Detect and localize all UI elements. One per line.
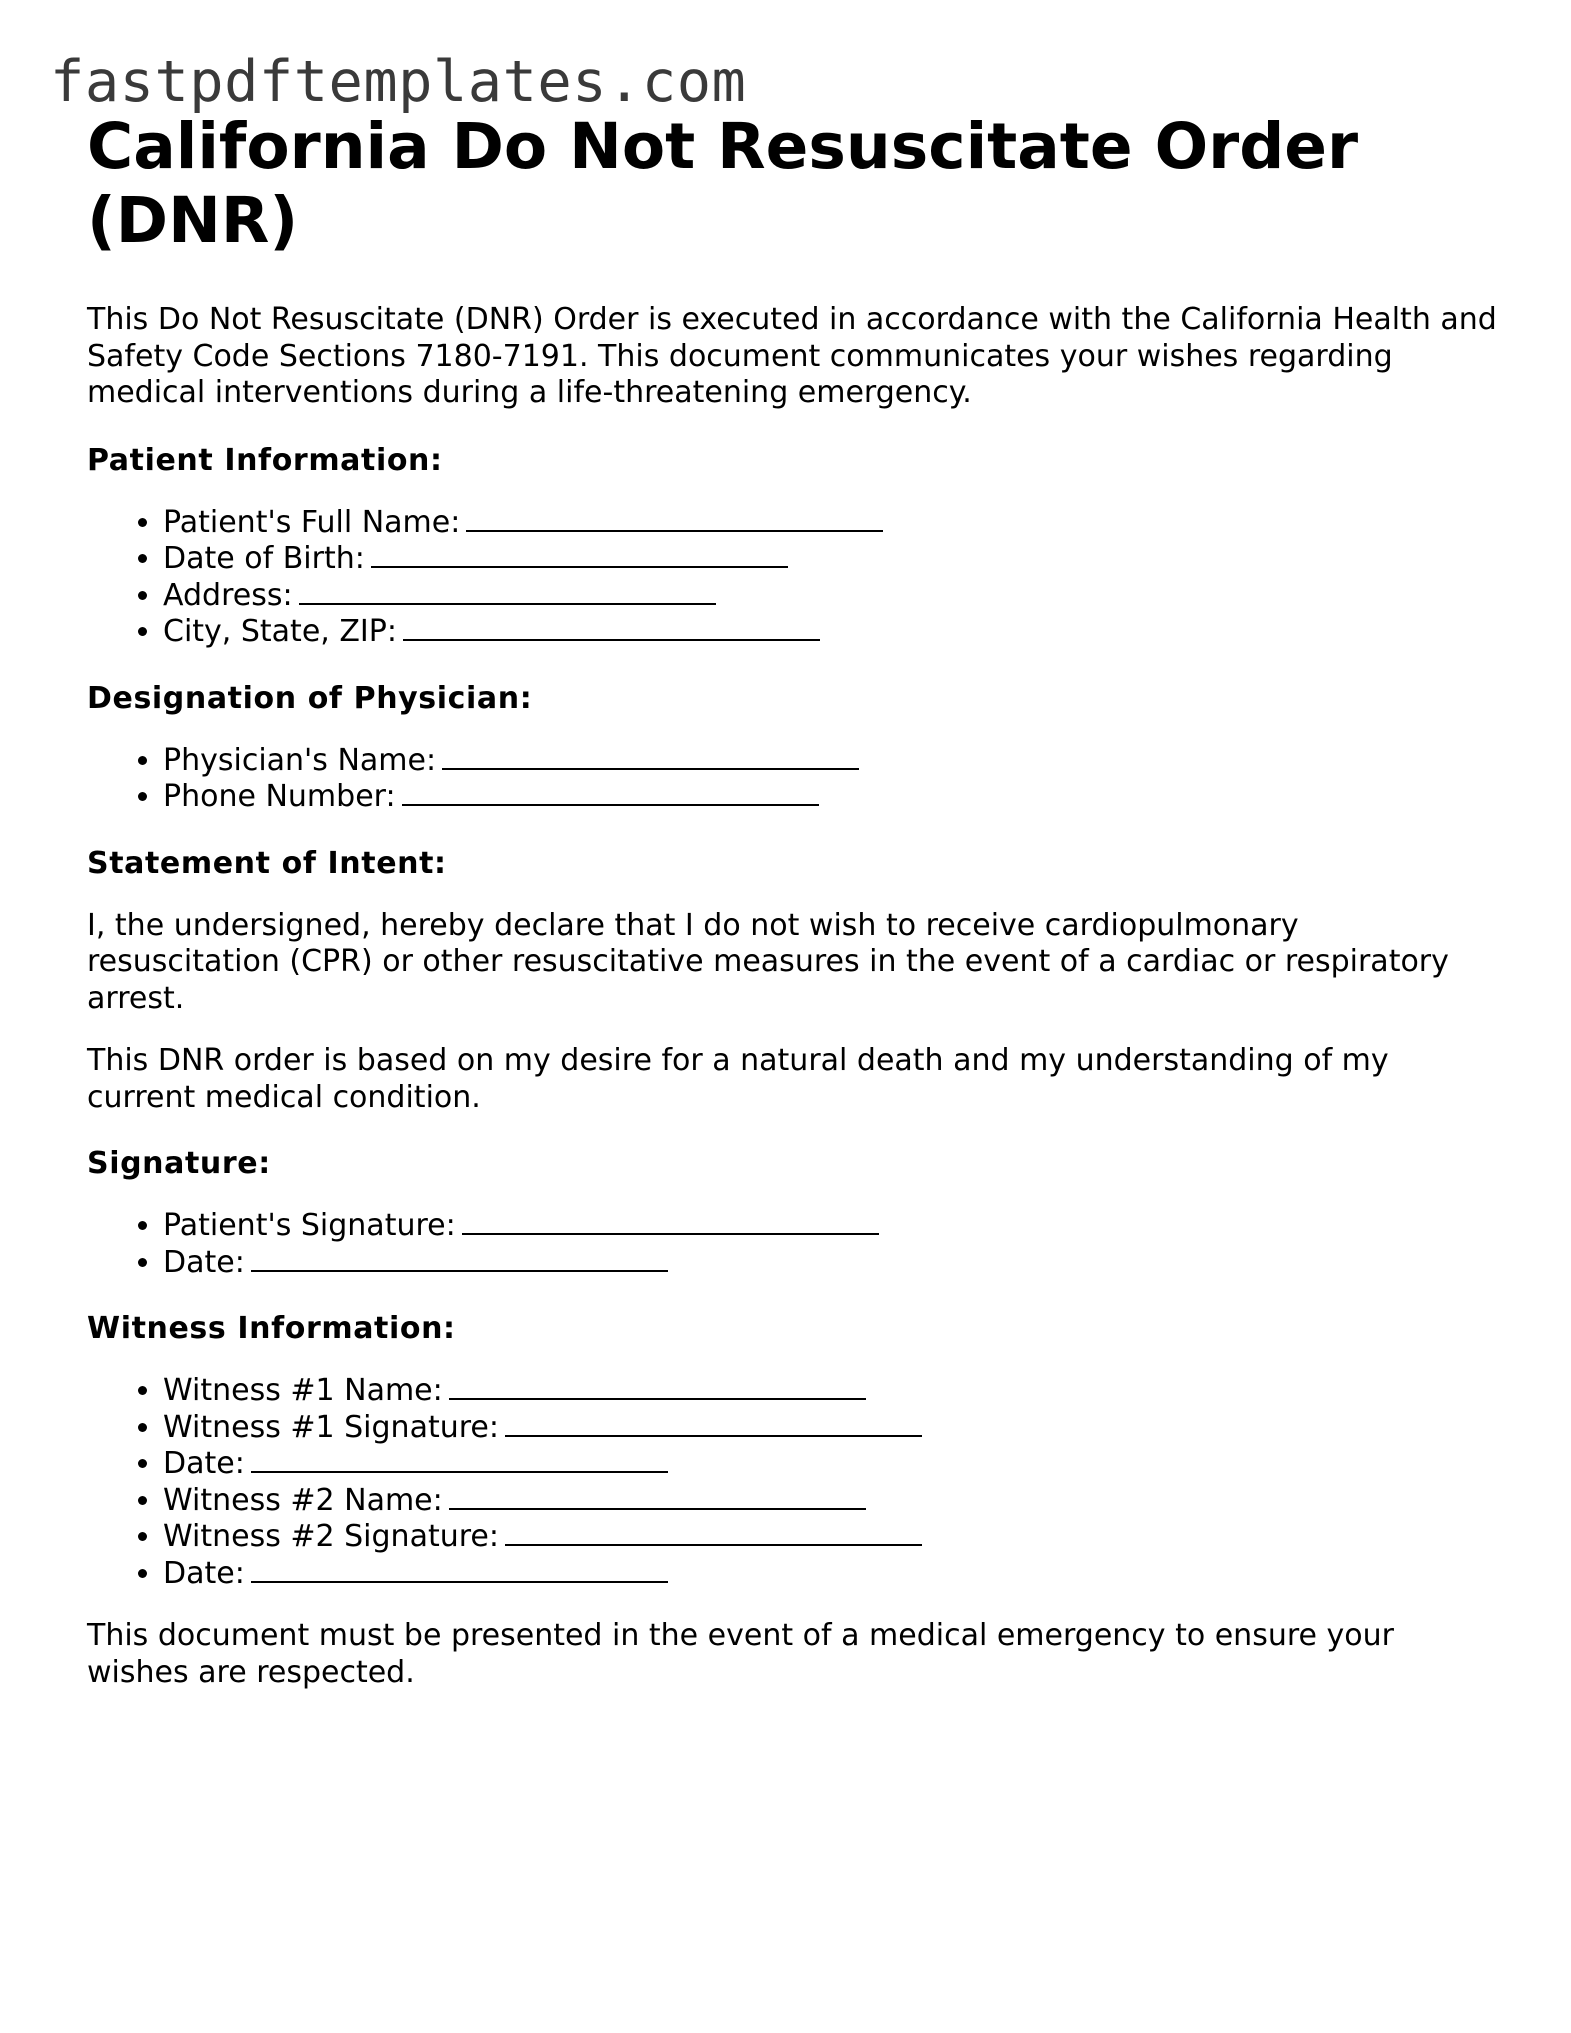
fill-in-blank — [251, 1447, 668, 1473]
list-item — [163, 541, 1497, 578]
fill-in-blank — [402, 780, 819, 806]
fill-in-blank — [442, 744, 859, 770]
statement-paragraph-2: This DNR order is based on my desire for a natural death and my understanding of my current medical condition. — [87, 1043, 1389, 1115]
field-label: City, State, ZIP: — [163, 614, 397, 649]
list-item — [163, 1446, 1497, 1483]
field-label: Witness #2 Signature: — [163, 1519, 499, 1554]
signature-list — [87, 1208, 1497, 1281]
fill-in-blank — [251, 1246, 668, 1272]
field-label: Witness #1 Name: — [163, 1373, 443, 1408]
list-item — [163, 1373, 1497, 1410]
patient-info-heading: Patient Information: — [87, 442, 443, 478]
list-item — [163, 614, 1497, 651]
list-item — [163, 779, 1497, 816]
field-label: Date: — [163, 1446, 245, 1481]
document-page — [87, 110, 1497, 1691]
field-label: Witness #2 Name: — [163, 1482, 443, 1518]
field-label: Date: — [163, 1555, 245, 1591]
intro-paragraph: This Do Not Resuscitate (DNR) Order is executed in accordance with the California Health and Safety Code Sections 7180-7191. This document communicates your wishes regarding medical interventions during a life-threatening emergency. — [87, 302, 1497, 410]
witness-heading: Witness Information: — [87, 1311, 456, 1346]
fill-in-blank — [403, 615, 820, 641]
field-label: Phone Number: — [163, 779, 396, 814]
field-label: Patient's Signature: — [163, 1208, 456, 1243]
signature-heading: Signature: — [87, 1146, 271, 1181]
list-item — [163, 1245, 1497, 1282]
patient-info-list — [87, 505, 1497, 651]
list-item — [163, 505, 1497, 542]
field-label: Physician's Name: — [163, 742, 437, 778]
physician-list — [87, 743, 1497, 816]
closing-paragraph: This document must be presented in the event of a medical emergency to ensure your wishes are respected. — [87, 1618, 1394, 1690]
list-item — [163, 1483, 1497, 1520]
list-item — [163, 1556, 1497, 1593]
field-label: Witness #1 Signature: — [163, 1409, 499, 1445]
fill-in-blank — [371, 542, 788, 568]
field-label: Date of Birth: — [163, 541, 365, 576]
fill-in-blank — [505, 1520, 922, 1546]
fill-in-blank — [299, 579, 716, 605]
field-label: Date: — [163, 1244, 245, 1280]
physician-heading: Designation of Physician: — [87, 680, 533, 716]
fill-in-blank — [251, 1557, 668, 1583]
fill-in-blank — [466, 506, 883, 532]
list-item — [163, 578, 1497, 615]
list-item — [163, 1410, 1497, 1447]
list-item — [163, 743, 1497, 780]
statement-heading: Statement of Intent: — [87, 845, 447, 881]
witness-list — [87, 1373, 1497, 1592]
document-title: California Do Not Resuscitate Order (DNR) — [87, 110, 1359, 257]
fill-in-blank — [462, 1209, 879, 1235]
statement-paragraph-1: I, the undersigned, hereby declare that I do not wish to receive cardiopulmonary resuscitation (CPR) or other resuscitative measures in the event of a cardiac or respiratory arrest. — [87, 907, 1449, 1016]
fill-in-blank — [505, 1411, 922, 1437]
list-item — [163, 1208, 1497, 1245]
field-label: Address: — [163, 577, 293, 613]
fill-in-blank — [449, 1484, 866, 1510]
watermark: fastpdftemplates.com — [50, 49, 747, 115]
fill-in-blank — [449, 1374, 866, 1400]
field-label: Patient's Full Name: — [163, 504, 461, 540]
list-item — [163, 1519, 1497, 1556]
